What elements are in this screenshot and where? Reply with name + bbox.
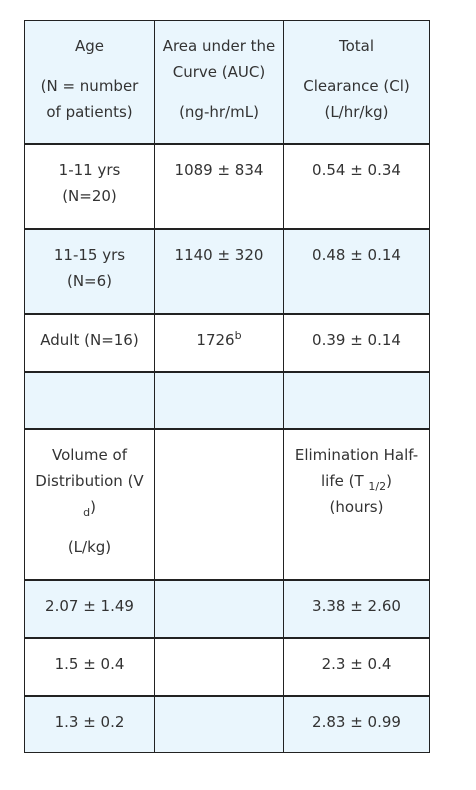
half-life-value: 2.83 ± 0.99 (312, 712, 401, 731)
volume-value: 2.07 ± 1.49 (45, 596, 134, 615)
clearance-cell (284, 229, 430, 314)
table-row (25, 638, 430, 696)
auc-value: 1089 ± 834 (174, 160, 264, 179)
half-life-subscript: 1/2 (368, 479, 387, 493)
header-volume-subscript-line (31, 494, 148, 520)
header-volume-line-2: Distribution (V (35, 471, 144, 490)
half-life-cell (284, 696, 430, 753)
header-half-life (284, 429, 430, 580)
empty-cell (155, 372, 284, 429)
auc-value: 1140 ± 320 (174, 245, 264, 264)
table-row (25, 314, 430, 372)
age-cell (25, 229, 155, 314)
patient-count: (N=20) (62, 186, 117, 205)
age-cell (25, 144, 155, 229)
header-half-life-unit: (hours) (329, 497, 384, 516)
header-half-life-line-2: life (T $_{1/2}$) (321, 471, 392, 493)
empty-cell (155, 696, 284, 753)
half-life-cell (284, 638, 430, 696)
empty-cell (155, 580, 284, 638)
age-cell (25, 314, 155, 372)
header-volume (25, 429, 155, 580)
volume-close-paren: ) (90, 497, 96, 516)
header-half-life-line-1: Elimination Half- (294, 445, 419, 464)
volume-cell (25, 580, 155, 638)
header-clearance-line-1: Total (338, 37, 375, 55)
header-volume-unit: (L/kg) (67, 537, 112, 556)
header-volume-line-1: Volume of (51, 445, 127, 464)
header-age-title: Age (74, 37, 104, 55)
volume-value: 1.3 ± 0.2 (54, 712, 125, 731)
header-auc (155, 21, 284, 144)
auc-cell (155, 144, 284, 229)
header-auc-unit: (ng-hr/mL) (179, 103, 259, 121)
half-life-cell (284, 580, 430, 638)
volume-subscript: d (83, 505, 91, 519)
clearance-value: 0.48 ± 0.14 (312, 245, 401, 264)
age-group: 1-11 yrs (58, 160, 121, 179)
empty-row (25, 372, 430, 429)
header-row (25, 21, 430, 144)
clearance-value: 0.54 ± 0.34 (312, 160, 401, 179)
header-auc-line-1: Area under the (162, 37, 276, 55)
empty-cell (284, 372, 430, 429)
volume-value: 1.5 ± 0.4 (54, 654, 125, 673)
header-age-note-2: of patients) (46, 103, 133, 121)
table-row (25, 144, 430, 229)
empty-cell (25, 372, 155, 429)
half-life-value: 2.3 ± 0.4 (321, 654, 392, 673)
header-age-note-1: (N = number (40, 77, 139, 95)
table-row (25, 696, 430, 753)
age-group: 11-15 yrs (53, 245, 126, 264)
clearance-cell (284, 314, 430, 372)
auc-cell (155, 229, 284, 314)
header-age (25, 21, 155, 144)
auc-value: 1726 (196, 330, 235, 349)
pharmacokinetics-table (24, 20, 430, 753)
clearance-cell (284, 144, 430, 229)
table-row (25, 580, 430, 638)
age-group: Adult (N=16) (40, 330, 139, 349)
header-clearance-line-2: Clearance (Cl) (303, 77, 410, 95)
half-life-value: 3.38 ± 2.60 (312, 596, 401, 615)
empty-cell (155, 638, 284, 696)
patient-count: (N=6) (66, 271, 113, 290)
volume-cell (25, 638, 155, 696)
auc-cell (155, 314, 284, 372)
table-row (25, 229, 430, 314)
header-row-2 (25, 429, 430, 580)
empty-cell (155, 429, 284, 580)
footnote-marker: b (234, 328, 242, 342)
header-clearance (284, 21, 430, 144)
header-clearance-unit: (L/hr/kg) (324, 103, 389, 121)
header-auc-line-2: Curve (AUC) (172, 63, 266, 81)
clearance-value: 0.39 ± 0.14 (312, 330, 401, 349)
volume-cell (25, 696, 155, 753)
